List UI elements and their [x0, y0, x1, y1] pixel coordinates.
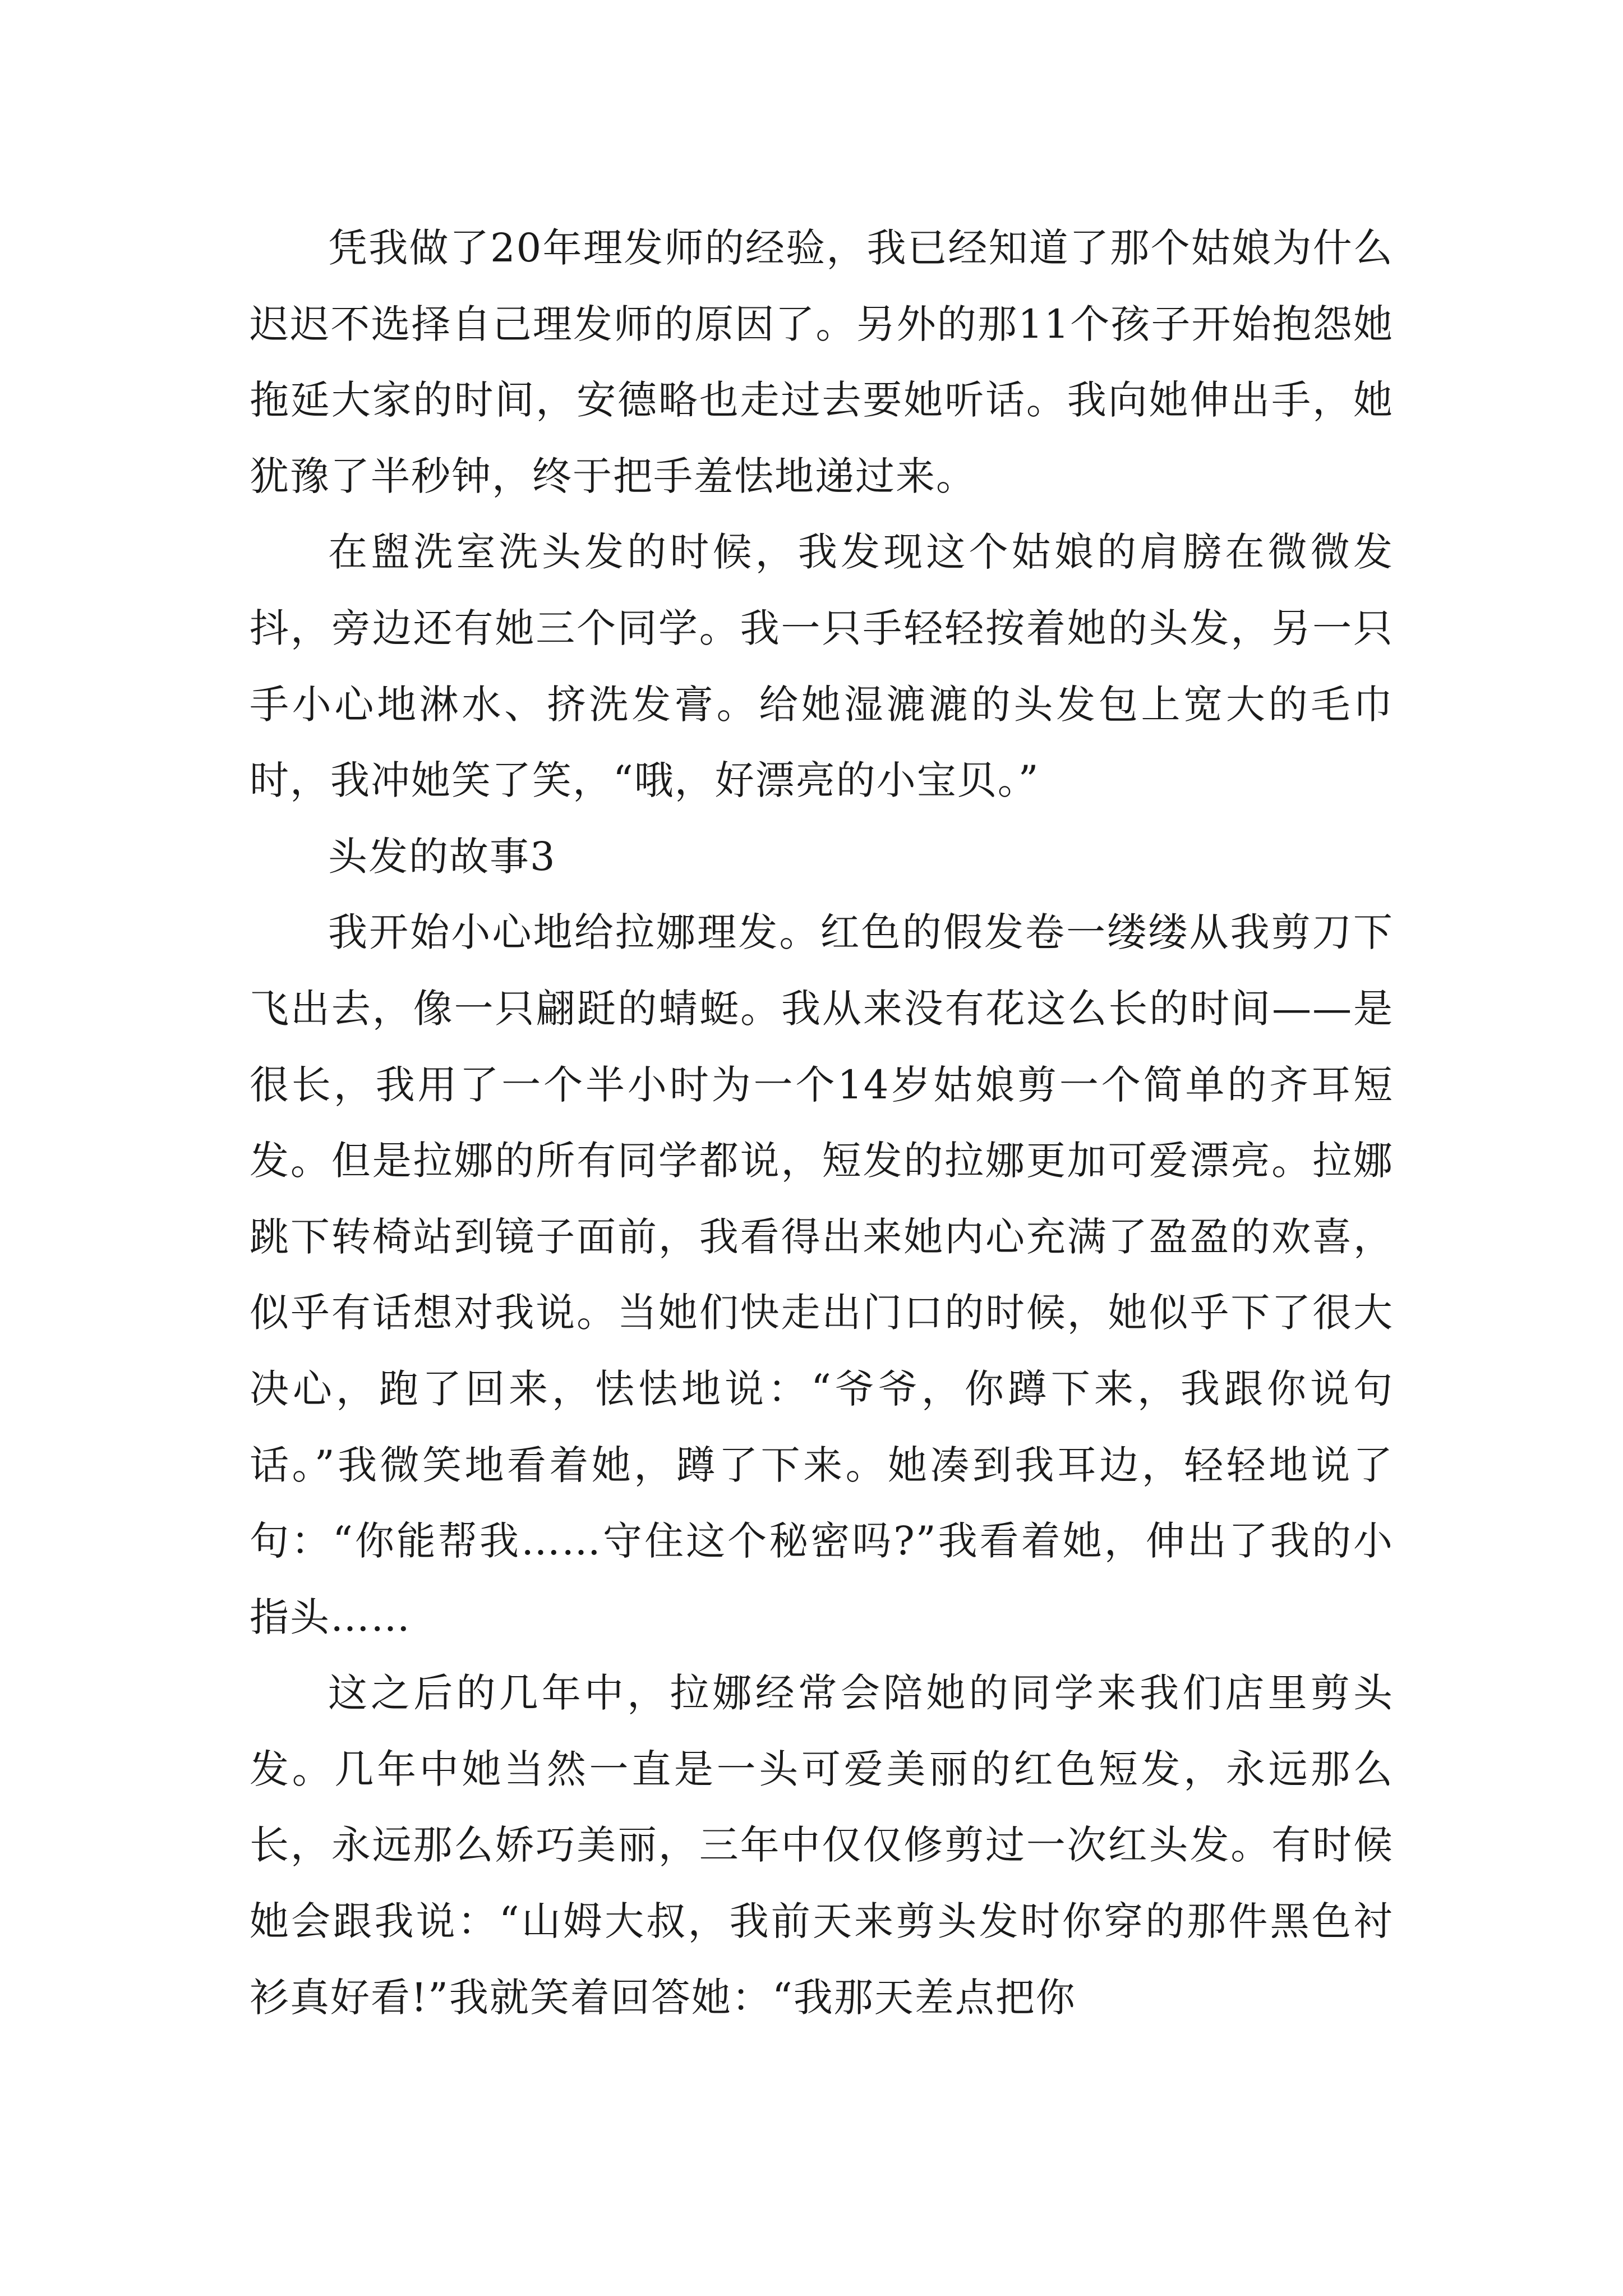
paragraph-3: 我开始小心地给拉娜理发。红色的假发卷一缕缕从我剪刀下飞出去，像一只翩跹的蜻蜓。我从来没有花这么长的时间——是很长，我用了一个半小时为一个14岁姑娘剪一个简单的齐耳短发。但是拉娜的所有同学都说，短发的拉娜更加可爱漂亮。拉娜跳下转椅站到镜子面前，我看得出来她内心充满了盈盈的欢喜，似乎有话想对我说。当她们快走出门口的时候，她似乎下了很大决心，跑了回来，怯怯地说：“爷爷，你蹲下来，我跟你说句话。”我微笑地看着她，蹲了下来。她凑到我耳边，轻轻地说了句：“你能帮我……守住这个秘密吗?”我看着她，伸出了我的小指头…… [250, 909, 1394, 1640]
paragraph-1: 凭我做了20年理发师的经验，我已经知道了那个姑娘为什么迟迟不选择自己理发师的原因了。另外的那11个孩子开始抱怨她拖延大家的时间，安德略也走过去要她听话。我向她伸出手，她犹豫了半秒钟，终于把手羞怯地递过来。 [250, 225, 1394, 499]
section-heading: 头发的故事3 [328, 833, 556, 880]
paragraph-4: 这之后的几年中，拉娜经常会陪她的同学来我们店里剪头发。几年中她当然一直是一头可爱美丽的红色短发，永远那么长，永远那么娇巧美丽，三年中仅仅修剪过一次红头发。有时候她会跟我说：“山姆大叔，我前天来剪头发时你穿的那件黑色衬衫真好看!”我就笑着回答她：“我那天差点把你 [250, 1670, 1394, 2021]
document-body [250, 210, 1394, 2036]
paragraph-2: 在盥洗室洗头发的时候，我发现这个姑娘的肩膀在微微发抖，旁边还有她三个同学。我一只手轻轻按着她的头发，另一只手小心地淋水、挤洗发膏。给她湿漉漉的头发包上宽大的毛巾时，我冲她笑了笑，“哦，好漂亮的小宝贝。” [250, 529, 1394, 804]
